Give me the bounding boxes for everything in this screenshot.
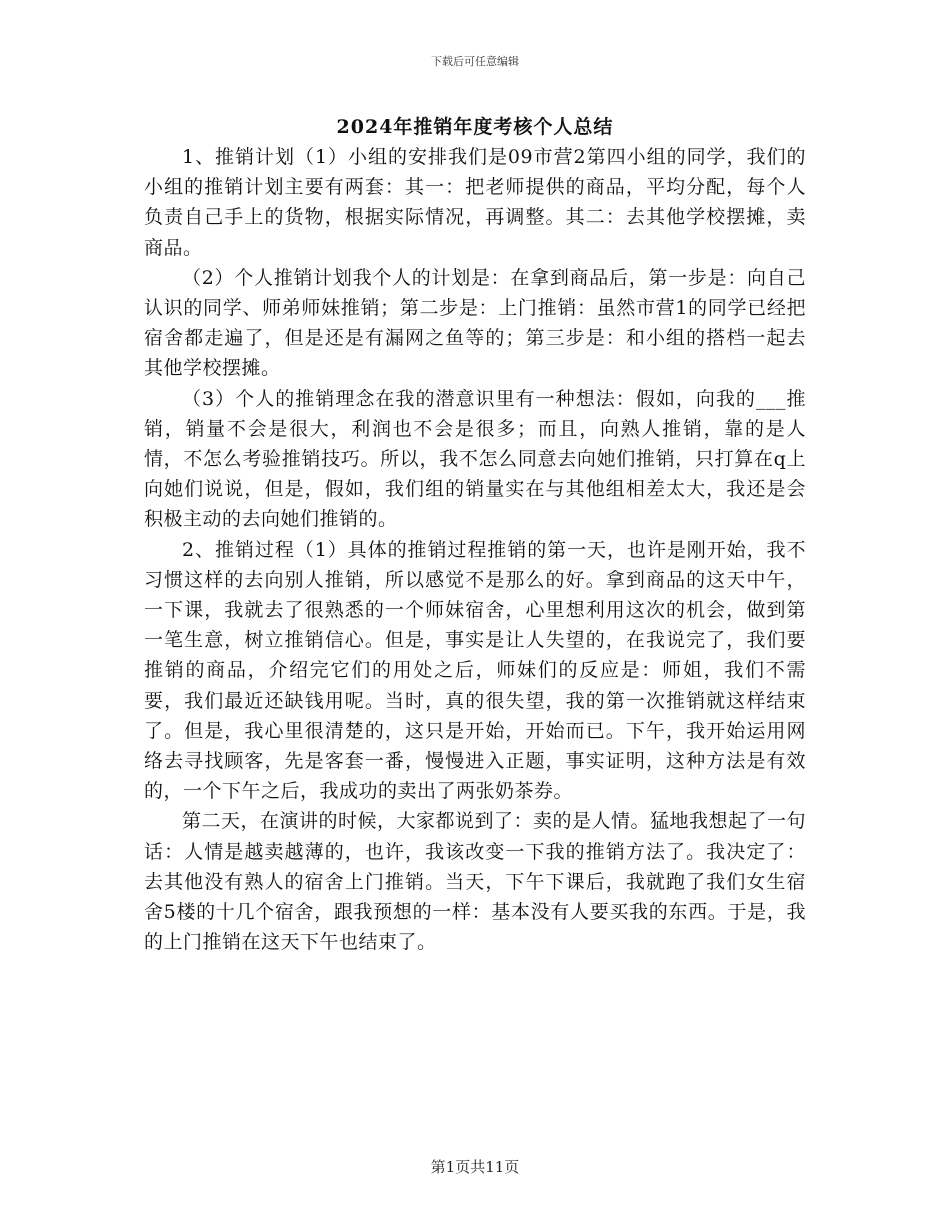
- paragraph-1: 1、推销计划（1）小组的安排我们是09市营2第四小组的同学，我们的小组的推销计划主要有两套：其一：把老师提供的商品，平均分配，每个人负责自己手上的货物，根据实际情况，再调整。其二：去其他学校摆摊，卖商品。: [144, 146, 806, 259]
- paragraph-2: （2）个人推销计划我个人的计划是：在拿到商品后，第一步是：向自己认识的同学、师弟师妹推销；第二步是：上门推销：虽然市营1的同学已经把宿舍都走遍了，但是还是有漏网之鱼等的；第三步是：和小组的搭档一起去其他学校摆摊。: [144, 266, 806, 380]
- paragraph-4: 2、推销过程（1）具体的推销过程推销的第一天，也许是刚开始，我不习惯这样的去向别人推销，所以感觉不是那么的好。拿到商品的这天中午，一下课，我就去了很熟悉的一个师妹宿舍，心里想利用这次的机会，做到第一笔生意，树立推销信心。但是，事实是让人失望的，在我说完了，我们要推销的商品，介绍完它们的用处之后，师妹们的反应是：师姐，我们不需要，我们最近还缺钱用呢。当时，真的很失望，我的第一次推销就这样结束了。但是，我心里很清楚的，这只是开始，开始而已。下午，我开始运用网络去寻找顾客，先是客套一番，慢慢进入正题，事实证明，这种方法是有效的，一个下午之后，我成功的卖出了两张奶茶券。: [144, 538, 806, 803]
- paragraph-3: （3）个人的推销理念在我的潜意识里有一种想法：假如，向我的___推销，销量不会是很大，利润也不会是很多；而且，向熟人推销，靠的是人情，不怎么考验推销技巧。所以，我不怎么同意去向她们推销，只打算在q上向她们说说，但是，假如，我们组的销量实在与其他组相差太大，我还是会积极主动的去向她们推销的。: [144, 387, 806, 531]
- paragraph-5: 第二天，在演讲的时候，大家都说到了：卖的是人情。猛地我想起了一句话：人情是越卖越薄的，也许，我该改变一下我的推销方法了。我决定了：去其他没有熟人的宿舍上门推销。当天，下午下课后，我就跑了我们女生宿舍5楼的十几个宿舍，跟我预想的一样：基本没有人要买我的东西。于是，我的上门推销在这天下午也结束了。: [144, 810, 807, 954]
- document-title: 2024年推销年度考核个人总结: [336, 116, 614, 138]
- page-footer-number: 第1页共11页: [430, 1158, 520, 1176]
- document-body: [144, 142, 806, 957]
- page-header-note: 下载后可任意编辑: [431, 55, 519, 68]
